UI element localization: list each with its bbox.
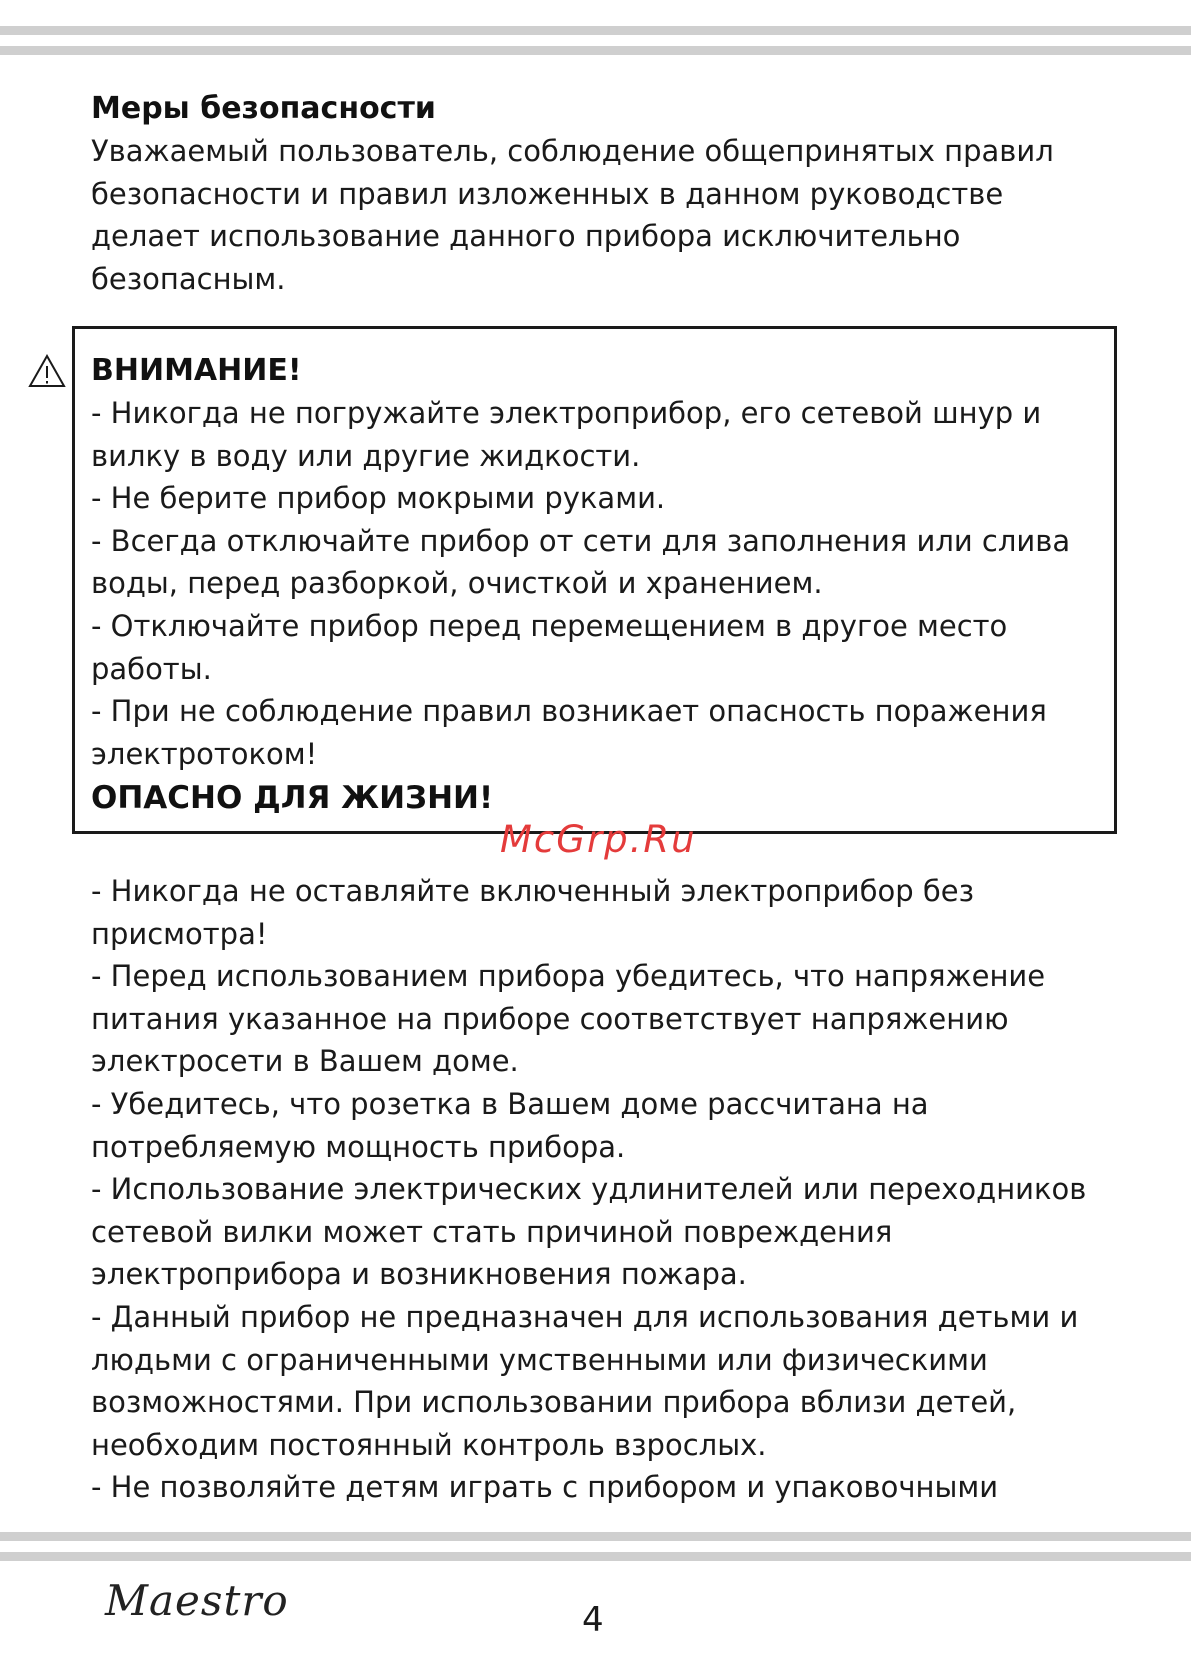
warning-item: - При не соблюдение правил возникает опасность поражения электротоком! <box>91 694 1047 771</box>
safety-item: - Никогда не оставляйте включенный электроприбор без присмотра! <box>91 874 974 951</box>
safety-list <box>91 870 1111 1509</box>
section-heading: Меры безопасности <box>91 91 436 126</box>
bottom-rule <box>0 1532 1191 1541</box>
warning-title: ВНИМАНИЕ! <box>91 353 302 388</box>
warning-item: - Отключайте прибор перед перемещением в другое место работы. <box>91 608 1008 686</box>
safety-item: - Данный прибор не предназначен для использования детьми и людьми с ограниченными умственными или физическими возможностями. При использовании прибора вблизи детей, необходим постоянный контроль взрослых. <box>91 1299 1079 1462</box>
safety-item: - Убедитесь, что розетка в Вашем доме рассчитана на потребляемую мощность прибора. <box>91 1086 929 1164</box>
danger-notice: ОПАСНО ДЛЯ ЖИЗНИ! <box>91 780 494 817</box>
top-rule <box>0 46 1191 55</box>
safety-item: - Использование электрических удлинителей или переходников сетевой вилки может стать причиной повреждения электроприбора и возникновения пожара. <box>91 1172 1087 1292</box>
warning-triangle-icon <box>28 354 66 388</box>
safety-item: - Не позволяйте детям играть с прибором и упаковочными <box>91 1470 999 1505</box>
bottom-rule <box>0 1552 1191 1561</box>
brand-logo: Maestro <box>105 1576 289 1625</box>
page-number: 4 <box>582 1600 604 1640</box>
warning-content <box>91 350 1101 819</box>
top-rule <box>0 26 1191 35</box>
watermark: McGrp.Ru <box>500 818 697 861</box>
safety-item: - Перед использованием прибора убедитесь, что напряжение питания указанное на приборе соответствует напряжению электросети в Вашем доме. <box>91 959 1046 1079</box>
warning-item: - Не берите прибор мокрыми руками. <box>91 481 666 516</box>
intro-section <box>91 88 1111 300</box>
intro-paragraph: Уважаемый пользователь, соблюдение общепринятых правил безопасности и правил изложенных в данном руководстве делает использование данного прибора исключительно безопасным. <box>91 134 1054 296</box>
warning-item: - Всегда отключайте прибор от сети для заполнения или слива воды, перед разборкой, очисткой и хранением. <box>91 523 1071 601</box>
warning-item: - Никогда не погружайте электроприбор, его сетевой шнур и вилку в воду или другие жидкости. <box>91 396 1042 473</box>
